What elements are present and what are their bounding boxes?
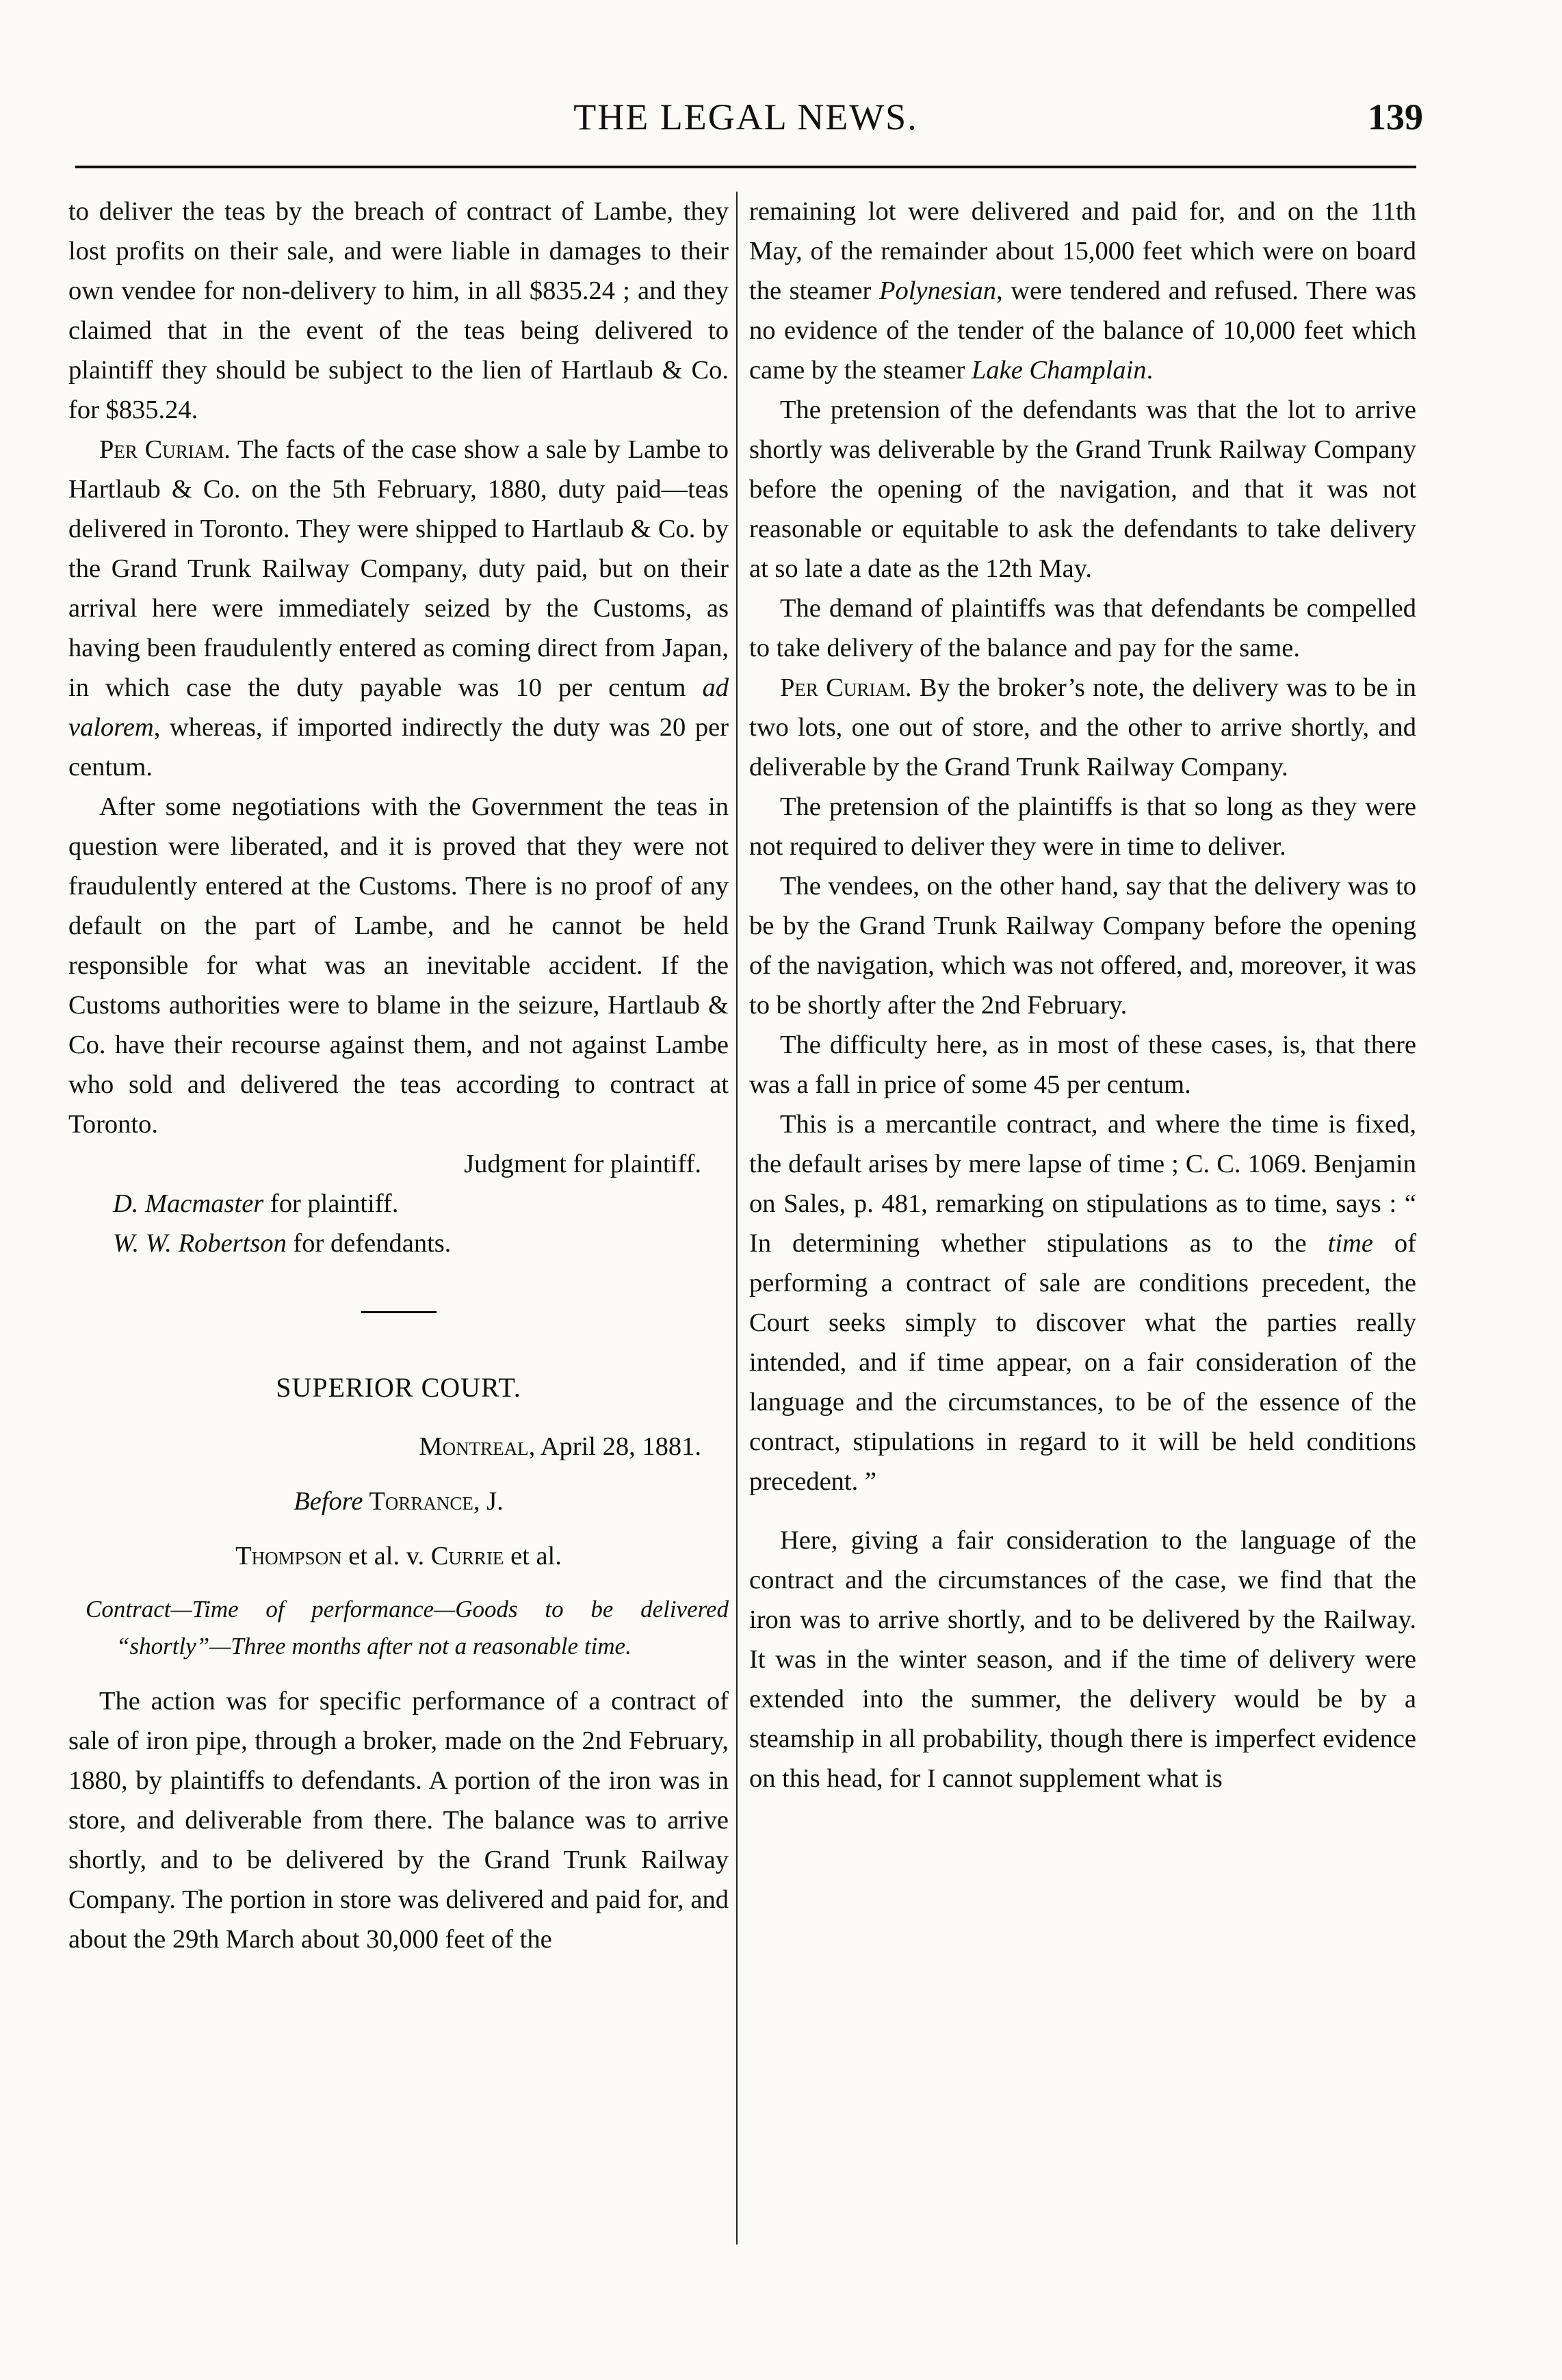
paragraph-per-curiam <box>749 668 1416 787</box>
paragraph: The demand of plaintiffs was that defendants be compelled to take delivery of the balance and pay for the same. <box>749 594 1416 662</box>
left-column <box>68 192 729 1959</box>
header-rule <box>75 166 1416 168</box>
judgment-line: Judgment for plaintiff. <box>464 1150 701 1178</box>
paragraph-text: of performing a contract of sale are conditions precedent, the Court seeks simply to discover what the parties really intended, and if time appear, on a fair consideration of the language and the circumstances, to be of the essence of the contract, stipulations in regard to it will be held conditions precedent. ” <box>749 1229 1416 1496</box>
dateline-place: Montreal, <box>419 1432 536 1461</box>
paragraph: After some negotiations with the Government the teas in question were liberated, and it is proved that they were not fraudulently entered at the Customs. There is no proof of any default on the part of Lambe, and he cannot be held responsible for what was an inevitable accident. If the Customs authorities were to blame in the seizure, Hartlaub & Co. have their recourse against them, and not against Lambe who sold and delivered the teas according to contract at Toronto. <box>68 792 729 1139</box>
paragraph: The action was for specific performance of a contract of sale of iron pipe, through a broker, made on the 2nd February, 1880, by plaintiffs to defendants. A portion of the iron was in store, and deliverable from there. The balance was to arrive shortly, and to be delivered by the Grand Trunk Railway Company. The portion in store was delivered and paid for, and about the 29th March about 30,000 feet of the <box>68 1687 729 1954</box>
counsel-role: for plaintiff. <box>263 1189 399 1218</box>
paragraph <box>749 192 1416 390</box>
paragraph-text: By the broker’s note, the delivery was to be in two lots, one out of store, and the other to arrive shortly, and deliverable by the Grand Trunk Railway Company. <box>749 673 1416 781</box>
ship-name: Polynesian <box>878 276 997 305</box>
dateline-date: April 28, 1881. <box>535 1432 701 1461</box>
paragraph: to deliver the teas by the breach of contract of Lambe, they lost profits on their sale, and were liable in damages to their own vendee for non-delivery to him, in all $835.24 ; and they claimed that in the event of the teas being delivered to plaintiff they should be subject to the lien of Hartlaub & Co. for $835.24. <box>68 197 729 424</box>
syllabus: Contract—Time of performance—Goods to be delivered “shortly”—Three months after not a reasonable time. <box>86 1596 729 1659</box>
paragraph-text: , were tendered and refused. There was no evidence of the tender of the balance of 10,000 feet which came by the steamer <box>749 276 1416 385</box>
column-divider <box>736 192 738 2245</box>
running-title: THE LEGAL NEWS. <box>573 96 918 138</box>
case-title-text: et al. <box>504 1542 562 1570</box>
counsel-role: for defendants. <box>286 1229 452 1258</box>
paragraph-per-curiam <box>68 430 729 787</box>
paragraph: Here, giving a fair consideration to the language of the contract and the circumstances of the case, we find that the iron was to arrive shortly, and to be delivered by the Railway. It was in the winter season, and if the time of delivery were extended into the summer, the delivery would be by a steamship in all probability, though there is imperfect evidence on this head, for I cannot supplement what is <box>749 1526 1416 1793</box>
counsel-line <box>68 1224 729 1263</box>
section-divider <box>361 1311 437 1313</box>
paragraph-text: The facts of the case show a sale by Lambe to Hartlaub & Co. on the 5th February, 1880, duty paid—teas delivered in Toronto. They were shipped to Hartlaub & Co. by the Grand Trunk Railway Company, duty paid, but on their arrival here were immediately seized by the Customs, as having been fraudulently entered as coming direct from Japan, in which case the duty payable was 10 per centum <box>68 435 729 702</box>
latin-phrase: ad valorem <box>68 673 729 742</box>
paragraph-text: . <box>1146 356 1154 385</box>
plaintiff-name: Thompson <box>235 1542 342 1570</box>
counsel-name: D. Macmaster <box>113 1189 264 1218</box>
page-number: 139 <box>1368 96 1423 138</box>
paragraph: The difficulty here, as in most of these cases, is, that there was a fall in price of some 45 per centum. <box>749 1031 1416 1099</box>
paragraph: The pretension of the plaintiffs is that so long as they were not required to deliver they were in time to deliver. <box>749 792 1416 861</box>
case-title-text: et al. v. <box>341 1542 431 1570</box>
court-heading: SUPERIOR COURT. <box>276 1372 521 1403</box>
paragraph-text: remaining lot were delivered and paid for, and on the 11th May, of the remainder about 15,000 feet which were on board the steamer <box>749 197 1416 305</box>
page-header <box>68 82 1423 157</box>
defendant-name: Currie <box>430 1542 504 1570</box>
right-column <box>749 192 1416 1798</box>
case-title <box>68 1536 729 1576</box>
per-curiam-label: Per Curiam. <box>780 673 912 702</box>
per-curiam-label: Per Curiam. <box>99 435 231 464</box>
ship-name: Lake Champlain <box>971 356 1147 385</box>
paragraph: The pretension of the defendants was that the lot to arrive shortly was deliverable by the Grand Trunk Railway Company before the opening of the navigation, and that it was not reasonable or equitable to ask the defendants to take delivery at so late a date as the 12th May. <box>749 396 1416 583</box>
paragraph-text: , whereas, if imported indirectly the duty was 20 per centum. <box>68 713 729 781</box>
paragraph: The vendees, on the other hand, say that the delivery was to be by the Grand Trunk Railway Company before the opening of the navigation, which was not offered, and, moreover, it was to be shortly after the 2nd February. <box>749 872 1416 1020</box>
paragraph <box>749 1104 1416 1501</box>
paragraph-text: This is a mercantile contract, and where the time is fixed, the default arises by mere lapse of time ; C. C. 1069. Benjamin on Sales, p. 481, remarking on stipulations as to time, says : “ In determining whether stipulations as to the <box>749 1110 1416 1258</box>
emphasis: time <box>1327 1229 1373 1258</box>
judge-line <box>68 1482 729 1521</box>
counsel-name: W. W. Robertson <box>113 1229 287 1258</box>
judge-name: Torrance, J. <box>363 1487 504 1516</box>
dateline <box>68 1427 729 1466</box>
before-label: Before <box>294 1487 363 1516</box>
counsel-line <box>68 1184 729 1224</box>
